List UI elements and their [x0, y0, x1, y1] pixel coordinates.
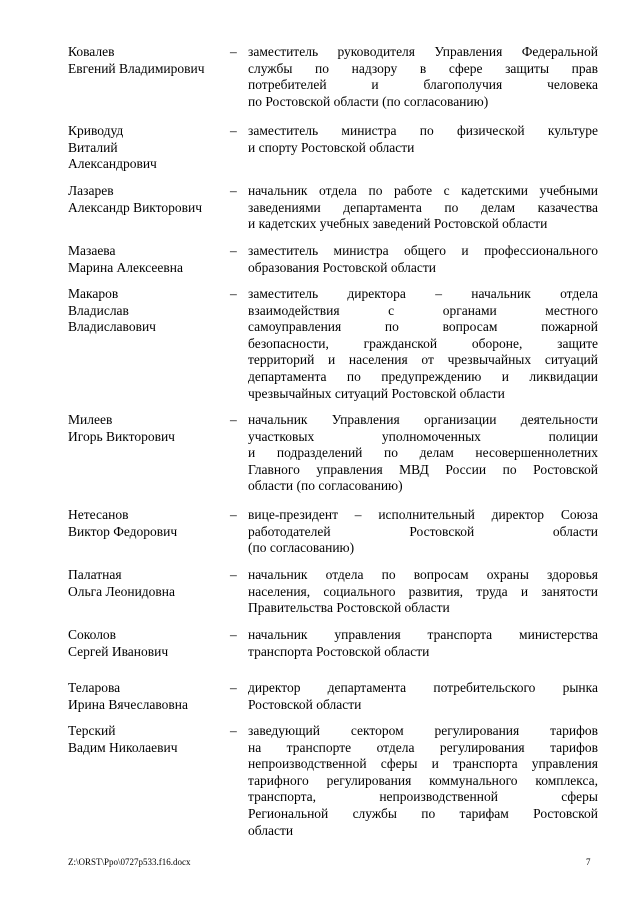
member-name-line: Владислав	[68, 302, 129, 318]
member-name-line: Макаров	[68, 286, 119, 301]
member-position	[248, 44, 598, 110]
member-name	[68, 723, 228, 756]
member-name-line: Терский	[68, 723, 116, 738]
member-name-line: Милеев	[68, 412, 113, 427]
position-line: Правительства Ростовской области	[248, 600, 450, 616]
member-name-line: Марина Алексеевна	[68, 259, 183, 275]
member-name-line: Виктор Федорович	[68, 523, 178, 539]
member-position	[248, 567, 598, 617]
member-name	[68, 123, 228, 173]
position-line: на транспорте отдела регулирования тарифов	[248, 739, 598, 755]
position-line: безопасности, гражданской обороне, защите	[248, 335, 598, 351]
position-line: территорий и населения от чрезвычайных ситуаций	[248, 352, 598, 368]
member-name-line: Лазарев	[68, 183, 114, 198]
member-name	[68, 183, 228, 216]
position-line: образования Ростовской области	[248, 259, 436, 275]
position-line: тарифного регулирования коммунального комплекса,	[248, 772, 598, 788]
member-name-line: Виталий	[68, 139, 118, 155]
member-name	[68, 286, 228, 336]
member-name-line: Александрович	[68, 156, 157, 172]
member-name-line: Мазаева	[68, 243, 116, 258]
position-line: населения, социального развития, труда и занятости	[248, 583, 598, 599]
position-line: заместитель министра общего и профессионального	[248, 243, 598, 258]
position-line: Главного управления МВД России по Ростовской	[248, 461, 598, 477]
member-name	[68, 680, 228, 713]
position-line: работодателей Ростовской области	[248, 523, 598, 539]
member-name-line: Ольга Леонидовна	[68, 583, 176, 599]
position-line: заместитель руководителя Управления Федеральной	[248, 44, 598, 59]
position-line: транспорта Ростовской области	[248, 643, 430, 659]
member-name-line: Сергей Иванович	[68, 643, 169, 659]
position-line: участковых уполномоченных полиции	[248, 428, 598, 444]
member-position	[248, 507, 598, 557]
member-name-line: Евгений Владимирович	[68, 60, 205, 76]
position-line: потребителей и благополучия человека	[248, 77, 598, 93]
member-name-line: Ковалев	[68, 44, 115, 59]
position-line: заведующий сектором регулирования тарифов	[248, 723, 598, 738]
member-position	[248, 412, 598, 495]
footer-page-number: 7	[586, 857, 591, 867]
dash-separator: –	[230, 507, 237, 522]
member-position	[248, 243, 598, 276]
position-line: и подразделений по делам несовершеннолетних	[248, 445, 598, 461]
position-line: области	[248, 822, 294, 838]
member-position	[248, 286, 598, 402]
position-line: области (по согласованию)	[248, 478, 403, 494]
member-name-line: Теларова	[68, 680, 121, 695]
member-position	[248, 723, 598, 839]
position-line: департамента по предупреждению и ликвидации	[248, 368, 598, 384]
member-name-line: Нетесанов	[68, 507, 129, 522]
member-name-line: Александр Викторович	[68, 199, 203, 215]
member-name-line: Владиславович	[68, 319, 156, 335]
position-line: взаимодействия с органами местного	[248, 302, 598, 318]
position-line: и кадетских учебных заведений Ростовской области	[248, 216, 548, 232]
member-name-line: Игорь Викторович	[68, 428, 175, 444]
position-line: заместитель директора – начальник отдела	[248, 286, 598, 301]
position-line: начальник Управления организации деятельности	[248, 412, 598, 427]
dash-separator: –	[230, 44, 237, 59]
member-name	[68, 243, 228, 276]
member-position	[248, 627, 598, 660]
position-line: непроизводственной сферы и транспорта управления	[248, 756, 598, 772]
member-name	[68, 627, 228, 660]
member-name	[68, 567, 228, 600]
position-line: по Ростовской области (по согласованию)	[248, 93, 489, 109]
position-line: директор департамента потребительского рынка	[248, 680, 598, 695]
dash-separator: –	[230, 723, 237, 738]
position-line: (по согласованию)	[248, 540, 355, 556]
member-position	[248, 183, 598, 233]
member-name-line: Криводуд	[68, 123, 124, 138]
member-name	[68, 507, 228, 540]
position-line: Региональной службы по тарифам Ростовской	[248, 805, 598, 821]
member-name-line: Палатная	[68, 567, 122, 582]
dash-separator: –	[230, 183, 237, 198]
dash-separator: –	[230, 243, 237, 258]
dash-separator: –	[230, 286, 237, 301]
position-line: заместитель министра по физической культуре	[248, 123, 598, 138]
position-line: начальник отдела по работе с кадетскими учебными	[248, 183, 598, 198]
member-name-line: Соколов	[68, 627, 117, 642]
member-name-line: Ирина Вячеславовна	[68, 696, 188, 712]
member-name	[68, 412, 228, 445]
position-line: начальник управления транспорта министерства	[248, 627, 598, 642]
member-name-line: Вадим Николаевич	[68, 739, 178, 755]
footer-file-path: Z:\ORST\Ppo\0727p533.f16.docx	[68, 857, 191, 867]
position-line: заведениями департамента по делам казачества	[248, 199, 598, 215]
dash-separator: –	[230, 412, 237, 427]
position-line: чрезвычайных ситуаций Ростовской области	[248, 385, 505, 401]
position-line: и спорту Ростовской области	[248, 139, 415, 155]
dash-separator: –	[230, 123, 237, 138]
position-line: самоуправления по вопросам пожарной	[248, 319, 598, 335]
member-position	[248, 123, 598, 156]
position-line: вице-президент – исполнительный директор Союза	[248, 507, 598, 522]
member-position	[248, 680, 598, 713]
dash-separator: –	[230, 680, 237, 695]
position-line: Ростовской области	[248, 696, 362, 712]
dash-separator: –	[230, 567, 237, 582]
member-name	[68, 44, 228, 77]
position-line: начальник отдела по вопросам охраны здоровья	[248, 567, 598, 582]
position-line: транспорта, непроизводственной сферы	[248, 789, 598, 805]
position-line: службы по надзору в сфере защиты прав	[248, 60, 598, 76]
dash-separator: –	[230, 627, 237, 642]
